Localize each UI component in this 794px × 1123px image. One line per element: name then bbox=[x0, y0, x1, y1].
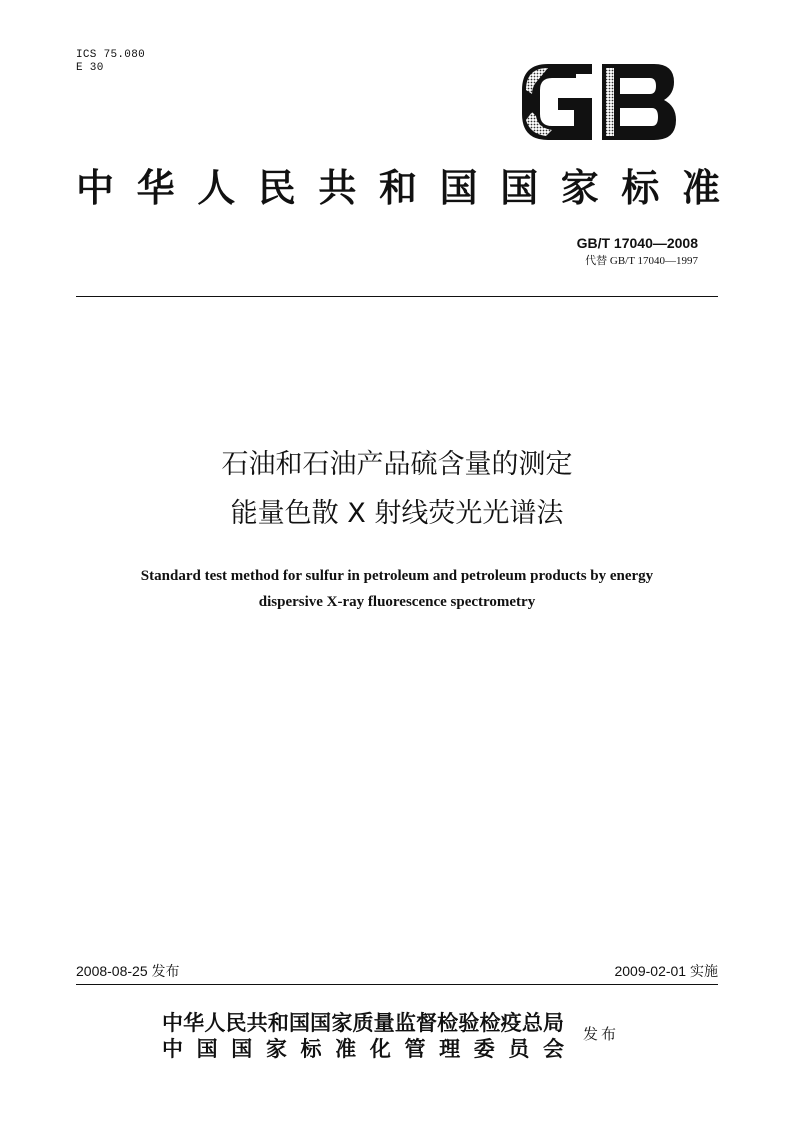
title-cn-line1: 石油和石油产品硫含量的测定 bbox=[221, 449, 573, 480]
footer-rule bbox=[76, 984, 718, 985]
national-standard-heading: 中华人民共和国国家标准 bbox=[76, 165, 720, 210]
title-en-line1: Standard test method for sulfur in petroleum and petroleum products by energy bbox=[140, 568, 654, 584]
title-cn-line2: 能量色散 X 射线荧光光谱法 bbox=[230, 498, 564, 529]
issue-date: 2008-08-25 发布 bbox=[76, 963, 180, 979]
ccs-code: E 30 bbox=[76, 62, 104, 74]
replaces-code: 代替 GB/T 17040—1997 bbox=[585, 255, 698, 267]
gb-logo bbox=[518, 60, 678, 144]
title-en-line2: dispersive X-ray fluorescence spectrometry bbox=[258, 594, 536, 610]
header-rule bbox=[76, 296, 718, 297]
issuer-aqsiq: 中华人民共和国国家质量监督检验检疫总局 bbox=[162, 1010, 564, 1035]
implementation-date: 2009-02-01 实施 bbox=[614, 963, 718, 979]
classification-codes bbox=[76, 49, 145, 75]
issuer-sac: 中国国家标准化管理委员会 bbox=[162, 1036, 564, 1061]
publish-label: 发布 bbox=[583, 1025, 620, 1043]
ics-code: ICS 75.080 bbox=[76, 49, 146, 61]
standard-code: GB/T 17040—2008 bbox=[576, 235, 698, 251]
